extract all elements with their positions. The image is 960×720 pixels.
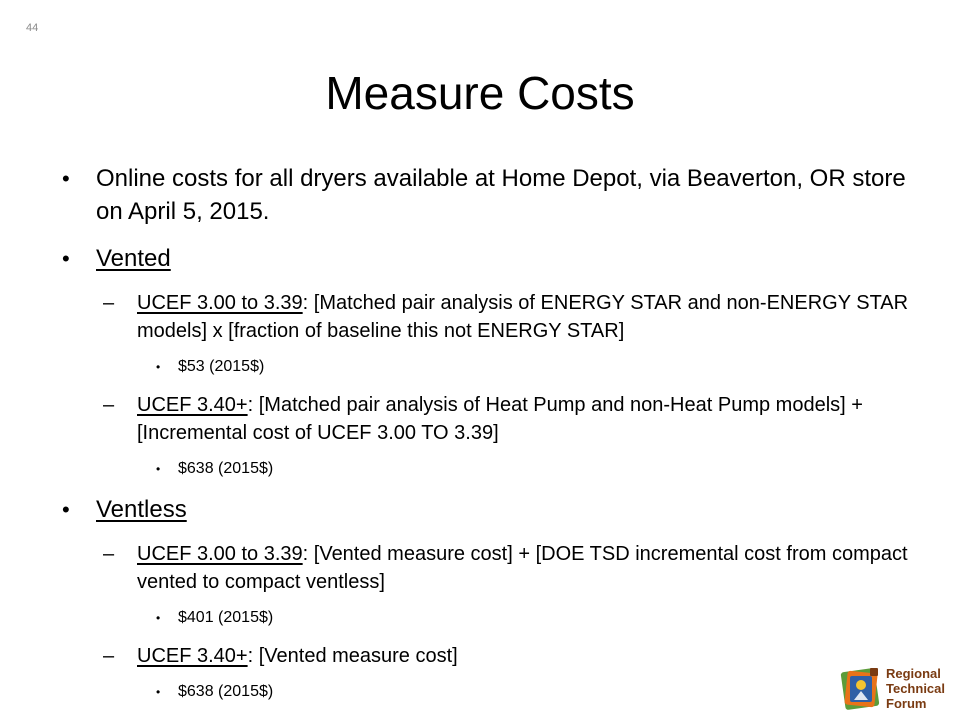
ventless-item-2-text: : [Vented measure cost] <box>247 645 458 667</box>
bullet-dot-icon: • <box>156 462 161 476</box>
bullet-intro <box>62 162 912 228</box>
dash-icon: – <box>103 292 115 314</box>
ventless-item-2 <box>103 642 912 670</box>
dash-icon: – <box>103 645 115 667</box>
dash-icon: – <box>103 543 115 565</box>
logo-line-1: Regional <box>886 666 941 681</box>
vented-item-2-value-row <box>156 459 912 479</box>
bullet-dot-icon: • <box>62 497 70 522</box>
ventless-item-1-label: UCEF 3.00 to 3.39 <box>137 543 303 565</box>
ventless-item-2-label: UCEF 3.40+ <box>137 645 248 667</box>
rtf-logo <box>840 664 952 714</box>
slide-content <box>62 162 912 716</box>
rtf-logo-icon <box>840 664 884 714</box>
bullet-vented <box>62 242 912 275</box>
vented-item-1-value-row <box>156 357 912 377</box>
vented-item-2-label: UCEF 3.40+ <box>137 394 248 416</box>
bullet-dot-icon: • <box>156 360 161 374</box>
bullet-dot-icon: • <box>62 246 70 271</box>
vented-item-2-text: : [Matched pair analysis of Heat Pump and non-Heat Pump models] + [Incremental cost of UCEF 3.00 TO 3.39] <box>137 394 863 444</box>
slide-title: Measure Costs <box>325 67 635 119</box>
vented-item-2 <box>103 391 912 447</box>
dash-icon: – <box>103 394 115 416</box>
bullet-dot-icon: • <box>156 611 161 625</box>
ventless-item-1-text: : [Vented measure cost] + [DOE TSD incremental cost from compact vented to compact ventless] <box>137 543 908 593</box>
ventless-heading: Ventless <box>96 496 187 523</box>
bullet-dot-icon: • <box>62 166 70 191</box>
intro-text: Online costs for all dryers available at Home Depot, via Beaverton, OR store on April 5, 2015. <box>96 165 906 225</box>
slide-number: 44 <box>26 22 39 34</box>
vented-item-1-label: UCEF 3.00 to 3.39 <box>137 292 303 314</box>
vented-item-2-value: $638 (2015$) <box>178 460 274 477</box>
ventless-item-2-value: $638 (2015$) <box>178 683 274 700</box>
vented-heading: Vented <box>96 245 171 272</box>
ventless-item-1-value-row <box>156 608 912 628</box>
vented-item-1-value: $53 (2015$) <box>178 358 265 375</box>
ventless-item-2-value-row <box>156 682 912 702</box>
rtf-logo-text <box>886 666 945 711</box>
logo-line-2: Technical <box>886 681 946 696</box>
ventless-item-1 <box>103 540 912 596</box>
bullet-dot-icon: • <box>156 685 161 699</box>
vented-item-1 <box>103 289 912 345</box>
vented-item-1-text: : [Matched pair analysis of ENERGY STAR and non-ENERGY STAR models] x [fraction of baseline this not ENERGY STAR] <box>137 292 909 342</box>
ventless-item-1-value: $401 (2015$) <box>178 609 274 626</box>
logo-line-3: Forum <box>886 696 927 711</box>
bullet-ventless <box>62 493 912 526</box>
